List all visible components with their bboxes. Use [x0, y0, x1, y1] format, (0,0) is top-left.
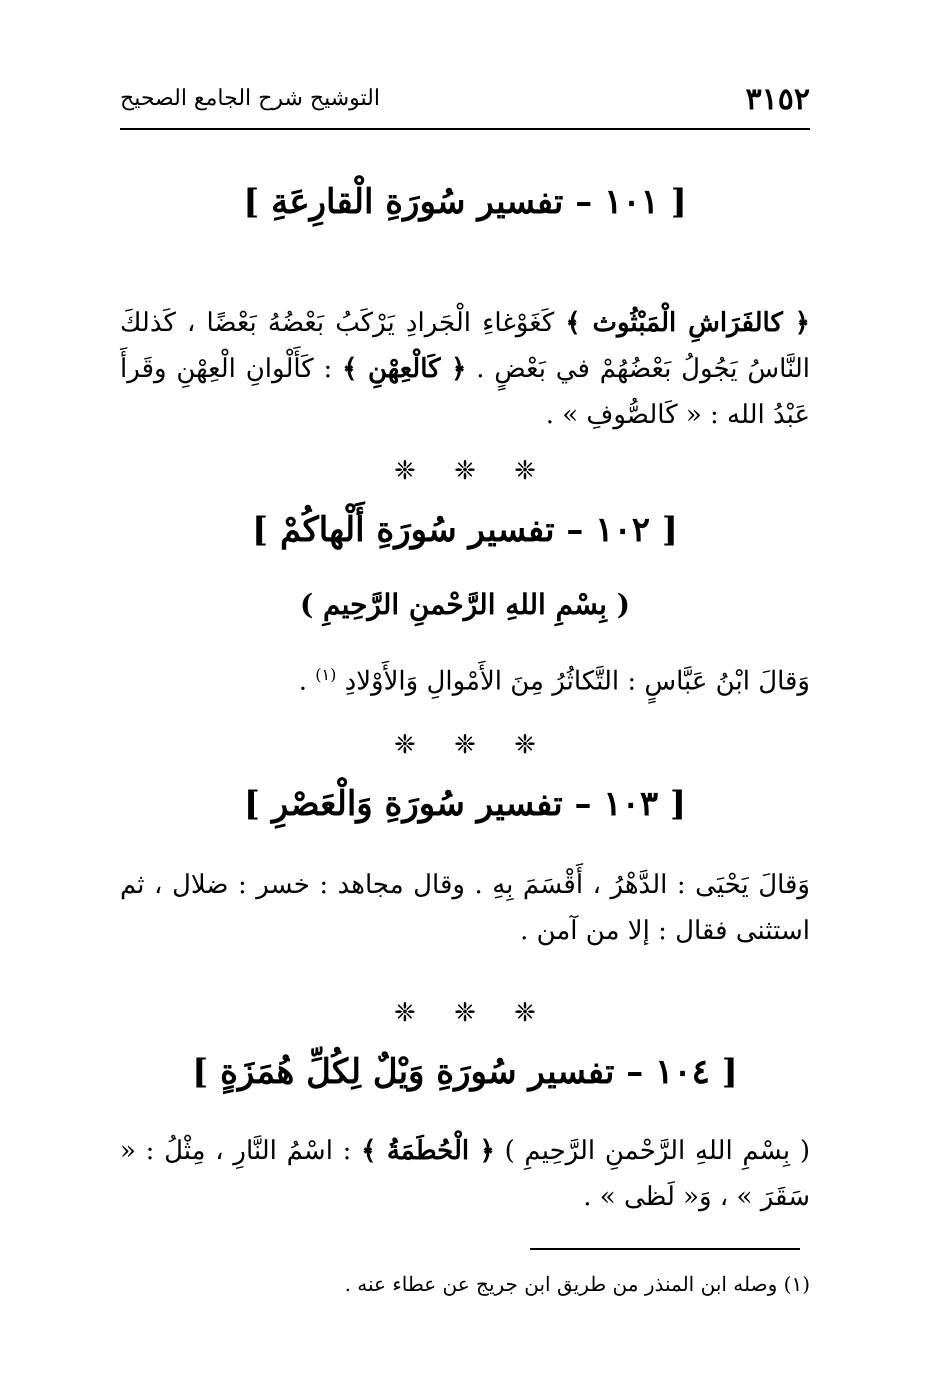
- commentary-text: : اسْمُ النَّارِ ، مِثْلُ : « سَقَرَ » ، وَ« لَظى » .: [120, 1136, 810, 1212]
- footnote-marker: (١): [315, 665, 337, 684]
- commentary-text: وَقالَ ابْنُ عَبَّاسٍ : التَّكاثُرُ مِنَ الأَمْوالِ وَالأَوْلادِ: [336, 666, 810, 697]
- section-divider-stars: ❈ ❈ ❈: [394, 730, 536, 760]
- basmala: ( بِسْمِ اللهِ الرَّحْمنِ الرَّحِيمِ ): [300, 588, 630, 621]
- running-title: التوشيح شرح الجامع الصحيح: [120, 86, 380, 111]
- footnote-separator: [530, 1248, 800, 1250]
- quran-quote: ﴿ كَالْعِهْنِ ﴾: [342, 354, 467, 384]
- heading-surah-101: [ ١٠١ – تفسير سُورَةِ الْقارِعَةِ ]: [243, 182, 687, 222]
- paragraph-surah-101: [120, 300, 810, 438]
- commentary-text: كَغَوْغاءِ الْجَرادِ يَرْكَبُ بَعْضُهُ بَعْضًا ، كَذلكَ النَّاسُ يَجُولُ بَعْضُهُمْ في بَعْضٍ .: [120, 308, 810, 384]
- heading-surah-102: [ ١٠٢ – تفسير سُورَةِ أَلْهاكُمْ ]: [252, 510, 678, 550]
- paragraph-surah-104: [120, 1128, 810, 1220]
- footnote: (١) وصله ابن المنذر من طريق ابن جريج عن عطاء عنه .: [344, 1272, 810, 1296]
- heading-surah-103: [ ١٠٣ – تفسير سُورَةِ وَالْعَصْرِ ]: [243, 784, 687, 824]
- basmala-inline: ( بِسْمِ اللهِ الرَّحْمنِ الرَّحِيمِ ): [494, 1136, 810, 1166]
- heading-surah-104: [ ١٠٤ – تفسير سُورَةِ وَيْلٌ لِكُلِّ هُمَزَةٍ ]: [192, 1052, 738, 1092]
- page-header: [120, 80, 810, 130]
- paragraph-surah-103: وَقالَ يَحْيَى : الدَّهْرُ ، أَقْسَمَ بِهِ . وقال مجاهد : خسر : ضلال ، ثم استثنى فقال : إلا من آمن .: [120, 870, 810, 946]
- quran-quote: ﴿ الْحُطَمَةُ ﴾: [361, 1136, 495, 1166]
- paragraph-surah-102: [120, 652, 810, 705]
- quran-quote: ﴿ كالفَرَاشِ الْمَبْثُوث ﴾: [565, 308, 810, 338]
- commentary-text: .: [298, 666, 316, 697]
- section-divider-stars: ❈ ❈ ❈: [394, 998, 536, 1028]
- commentary-text: : كَأَلْوانِ الْعِهْنِ وقَرأَ عَبْدُ الله : « كَالصُّوفِ » .: [120, 354, 810, 430]
- section-divider-stars: ❈ ❈ ❈: [394, 456, 536, 486]
- page-number: ٣١٥٢: [745, 82, 810, 117]
